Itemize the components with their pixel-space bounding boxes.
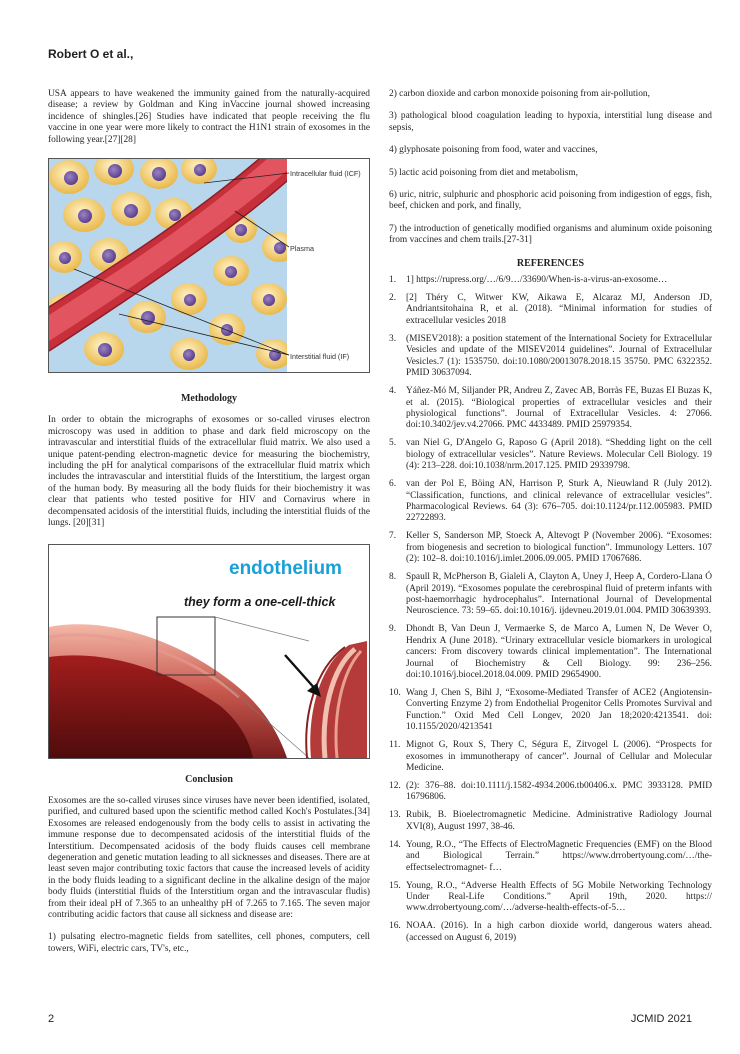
reference-number: 5. bbox=[389, 438, 397, 449]
reference-text: [2] Théry C, Witwer KW, Aikawa E, Alcaraz MJ, Anderson JD, Andriantsitohaina R, et al. (2018). “Minimal information for studies of extracellular vesicles 2018 bbox=[406, 293, 712, 326]
conclusion-heading: Conclusion bbox=[185, 773, 233, 785]
reference-number: 16. bbox=[389, 921, 401, 932]
reference-text: Dhondt B, Van Deun J, Vermaerke S, de Marco A, Lumen N, De Wever O, Hendrix A (June 2018). “Urinary extracellular vesicle biomarkers in urological cancers: From discovery towards clinical implementation”. The International Journal of Biochemistry & Cell Biology. 99: 236–256. doi:10.1016/j.biocel.2018.04.009. PMID 29654900. bbox=[406, 624, 712, 680]
reference-item bbox=[389, 438, 712, 472]
reference-item bbox=[389, 921, 712, 944]
reference-item bbox=[389, 531, 712, 565]
reference-item bbox=[389, 740, 712, 774]
reference-text: Young, R.O., “The Effects of ElectroMagnetic Frequencies (EMF) on the Blood and Biological Terrain.” https://www.drrobertyoung.com/…/the-effectselectromagnet- f… bbox=[406, 839, 712, 873]
methodology-heading: Methodology bbox=[180, 393, 238, 405]
reference-text: Rubik, B. Bioelectromagnetic Medicine. Administrative Radiology Journal XVI(8), August 1997, 38-46. bbox=[406, 810, 712, 832]
reference-item bbox=[389, 624, 712, 681]
reference-number: 14. bbox=[389, 839, 401, 850]
methodology-paragraph: In order to obtain the micrographs of exosomes or so-called viruses electron microscopy was used in addition to phase and dark field microscopy on the intravascular and interstitial fluids of the extracellular fluid matrix. We also used a unique patent-pending electron-magnetic device for measuring the biochemistry, including the pH for analytical comparisons of the extracellular fluid matrix which includes the intravascular and interstitial fluids of the Interstitium, the largest organ of the human body. By measuring all the body fluids for their biochemistry it was clear that patients who tested positive for HIV and Cornavirus where in decompensated acidosis of the interstitial fluids, including the interstitial fluids of the lungs. [20][31] bbox=[48, 415, 370, 529]
reference-text: van der Pol E, Böing AN, Harrison P, Sturk A, Nieuwland R (July 2012). “Classification, functions, and clinical relevance of extracellular vesicles”. Pharmacological Reviews. 64 (3): 676–705. doi:10.1124/pr.112.005983. PMID 22722893. bbox=[406, 479, 712, 524]
references-heading: REFERENCES bbox=[516, 257, 585, 269]
reference-number: 13. bbox=[389, 810, 401, 821]
reference-item bbox=[389, 810, 712, 833]
reference-item bbox=[389, 275, 712, 286]
reference-item bbox=[389, 479, 712, 525]
reference-number: 6. bbox=[389, 479, 397, 490]
reference-number: 7. bbox=[389, 531, 397, 542]
figure2-title: endothelium bbox=[229, 557, 342, 579]
running-header: Robert O et al., bbox=[48, 47, 134, 61]
reference-item bbox=[389, 688, 712, 734]
reference-text: van Niel G, D'Angelo G, Raposo G (April 2018). “Shedding light on the cell biology of extracellular vesicles”. Nature Reviews. Molecular Cell Biology. 19 (4): 213–228. doi:10.1038/nrm.2017.125. PMID 29339798. bbox=[406, 438, 712, 472]
reference-text: (2): 376–88. doi:10.1111/j.1582-4934.2006.tb00406.x. PMC 3933128. PMID 16796806. bbox=[406, 781, 712, 803]
reference-number: 8. bbox=[389, 572, 397, 583]
body-fluids-illustration bbox=[49, 159, 369, 372]
reference-text: 1] https://rupress.org/…/6/9…/33690/When-is-a-virus-an-exosome… bbox=[406, 275, 668, 286]
factor-1: 1) pulsating electro-magnetic fields from satellites, cell phones, computers, cell towers, WiFi, electric cars, TV's, etc., bbox=[48, 932, 370, 954]
label-if: Interstitial fluid (IF) bbox=[290, 352, 350, 362]
reference-number: 4. bbox=[389, 386, 397, 397]
figure-endothelium bbox=[48, 544, 370, 759]
reference-number: 9. bbox=[389, 624, 397, 635]
reference-text: (MISEV2018): a position statement of the International Society for Extracellular Vesicles and update of the MISEV2014 guidelines”. Journal of Extracellular Vesicles.7 (1): 1535750. doi:10.1080/20013078.2018.15 35750. PMC 6322352. PMID 30637094. bbox=[406, 333, 712, 379]
factor-4: 4) glyphosate poisoning from food, water and vaccines, bbox=[389, 145, 598, 156]
label-icf: Intracellular fluid (ICF) bbox=[290, 169, 361, 179]
reference-text: Young, R.O., “Adverse Health Effects of 5G Mobile Networking Technology Under Real-Life Conditions.” April 19th, 2020. https:// www.drrobertyoung.com/…/adverse-health-effects-of-5… bbox=[406, 880, 712, 914]
reference-item bbox=[389, 881, 712, 915]
reference-item bbox=[389, 386, 712, 432]
reference-number: 1. bbox=[389, 275, 397, 286]
reference-item bbox=[389, 334, 712, 380]
journal-footer: JCMID 2021 bbox=[630, 1013, 692, 1025]
reference-number: 11. bbox=[389, 740, 401, 751]
factor-7: 7) the introduction of genetically modified organisms and aluminum oxide poisoning from vaccines and chem trails.[27-31] bbox=[389, 223, 712, 246]
conclusion-paragraph: Exosomes are the so-called viruses since viruses have never been identified, isolated, purified, and cultured based upon the scientific method called Koch's Postulates.[34] Exosomes are released endogenously from the body cells to assist in activating the immune response due to decompensated acidosis of the interstitial fluids of the Interstitium. Decompensated acidosis of the body fluids causes cell membrane degeneration and genetic mutation leading to all sicknesses and diseases. There are at least seven major contributing toxic factors that cause the increased levels of acidity in the body fluids leading to a significant decline in the alkaline design of the major body fluids (interstitial fluids of the Interstitium organ and the intravascular fludis) from their ideal pH of 7.365 to an unhealthy pH of 7.265 to 7.165. The seven major contributing acidic factors that cause all sickness and disease are: bbox=[48, 795, 370, 920]
label-plasma: Plasma bbox=[290, 244, 314, 254]
reference-number: 10. bbox=[389, 688, 401, 698]
reference-number: 15. bbox=[389, 880, 401, 891]
reference-text: Mignot G, Roux S, Thery C, Ségura E, Zitvogel L (2006). “Prospects for exosomes in immunotherapy of cancer”. Journal of Cellular and Molecular Medicine. bbox=[406, 740, 712, 774]
reference-number: 12. bbox=[389, 781, 401, 792]
page-number: 2 bbox=[48, 1013, 55, 1025]
reference-text: Wang J, Chen S, Bihl J, “Exosome-Mediated Transfer of ACE2 (Angiotensin- Converting Enzyme 2) from Endothelial Progenitor Cells Promotes Survival and Function.” Oxid Med Cell Longev, 2020 Jan 18;2020:4213541. doi: 10.1155/2020/4213541 bbox=[406, 688, 712, 733]
figure-body-fluids bbox=[48, 158, 370, 373]
reference-text: NOAA. (2016). In a high carbon dioxide world, dangerous waters ahead. (accessed on August 6, 2019) bbox=[406, 921, 712, 943]
references-list bbox=[389, 275, 712, 944]
factor-3: 3) pathological blood coagulation leading to hypoxia, interstitial lung disease and sepsis, bbox=[389, 111, 712, 133]
reference-item bbox=[389, 572, 712, 618]
reference-item bbox=[389, 781, 712, 804]
reference-text: Yáñez-Mó M, Siljander PR, Andreu Z, Zavec AB, Borràs FE, Buzas EI Buzas K, et al. (2015). “Biological properties of extracellular vesicles and their physiological functions”. Journal of Extracellular Vesicles. 4: 27066. doi:10.3402/jev.v4.27066. PMC 4433489. PMID 25979354. bbox=[406, 386, 712, 431]
factor-6: 6) uric, nitric, sulphuric and phosphoric acid poisoning from indigestion of eggs, fish, beef, chicken and pork, and finally, bbox=[389, 190, 712, 212]
reference-number: 3. bbox=[389, 333, 397, 344]
reference-item bbox=[389, 840, 712, 874]
right-column bbox=[389, 89, 712, 951]
factor-5: 5) lactic acid poisoning from diet and metabolism, bbox=[389, 167, 579, 178]
intro-paragraph: USA appears to have weakened the immunity gained from the naturally-acquired disease; a review by Goldman and King inVaccine journal showed increasing incidence of shingles.[26] Studies have indicated that people receiving the flu vaccine in one year were more likely to contract the H1N1 strain of exosomes in the following year.[27][28] bbox=[48, 89, 370, 145]
factor-2: 2) carbon dioxide and carbon monoxide poisoning from air-pollution, bbox=[389, 89, 650, 99]
reference-number: 2. bbox=[389, 293, 397, 304]
left-column bbox=[48, 89, 370, 955]
reference-item bbox=[389, 293, 712, 327]
reference-text: Spaull R, McPherson B, Gialeli A, Clayton A, Uney J, Heep A, Cordero-Llana Ó (April 2019). “Exosomes populate the cerebrospinal fluid of preterm infants with post-haemorrhagic hydrocephalus”. International Journal of Developmental Neuroscience. 73: 59–65. doi:10.1016/j. ijdevneu.2019.01.004. PMID 30639393. bbox=[406, 572, 712, 617]
figure2-subtitle: they form a one-cell-thick bbox=[184, 594, 336, 609]
reference-text: Keller S, Sanderson MP, Stoeck A, Altevogt P (November 2006). “Exosomes: from biogenesis and secretion to biological function”. Immunology Letters. 107 (2): 102–8. doi:10.1016/j.imlet.2006.09.005. PMID 17067686. bbox=[406, 531, 712, 565]
